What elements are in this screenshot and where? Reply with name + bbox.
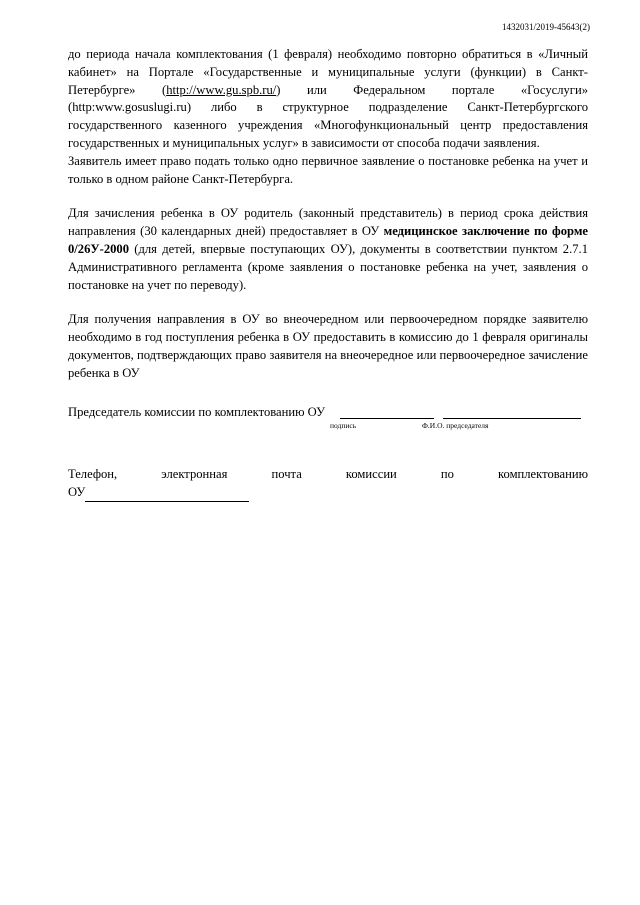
name-line: [443, 418, 581, 419]
contact-word: Телефон,: [68, 467, 118, 481]
paragraph-reapply-text-1: до периода начала комплектования (1 февраля) необходимо повторно обратиться в «Личный кабинет» на Портале «Государственные и муниципальные услуги (функции) в Санкт-Петербурге» (: [68, 47, 588, 97]
document-number: 1432031/2019-45643(2): [502, 22, 590, 32]
paragraph-priority: Для получения направления в ОУ во внеочередном или первоочередном порядке заявителю необходимо в год поступления ребенка в ОУ предоставить в комиссию до 1 февраля оригиналы документов, подтверждающих право заявителя на внеочередное или первоочередное зачисление ребенка в ОУ: [68, 312, 588, 380]
contact-ou-row: [68, 484, 588, 502]
contact-word: по: [440, 467, 454, 481]
contact-word: комиссии: [345, 467, 397, 481]
gu-spb-link[interactable]: http://www.gu.spb.ru/: [166, 82, 277, 97]
ou-label: ОУ: [68, 484, 86, 499]
name-caption: Ф.И.О. председателя: [422, 421, 489, 430]
paragraph-enrollment: [68, 205, 588, 294]
contact-label-row: [68, 466, 588, 484]
paragraph-single-application: Заявитель имеет право подать только одно первичное заявление о постановке ребенка на учет и только в одном районе Санкт-Петербурга.: [68, 153, 588, 186]
contact-word: почта: [271, 467, 302, 481]
signature-caption: подпись: [330, 421, 357, 430]
contact-block: [68, 466, 588, 502]
chairman-label: Председатель комиссии по комплектованию ОУ: [68, 405, 325, 419]
paragraph-reapply-text-2: ) или Федеральном портале «Госуслуги» (http:www.gosuslugi.ru) либо в структурное подразделение Санкт-Петербургского государственного казенного учреждения «Многофункциональный центр предоставления государственных и муниципальных услуг» в зависимости от способа подачи заявления.: [68, 82, 588, 150]
contact-word: электронная: [161, 467, 228, 481]
paragraph-enrollment-text-2: (для детей, впервые поступающих ОУ), документы в соответствии пунктом 2.7.1 Административного регламента (кроме заявления о постановке ребенка на учет, заявления о постановке на учет по переводу).: [68, 241, 588, 292]
paragraph-enrollment-text-1: Для зачисления ребенка в ОУ родитель (законный представитель) в период срока действия направления (30 календарных дней) предоставляет в ОУ: [68, 206, 588, 239]
document-body: [68, 46, 588, 383]
contact-fill-line: [85, 487, 249, 502]
medical-certificate-bold: медицинское заключение по форме 0/26У-2000: [68, 224, 588, 256]
signature-line: [340, 418, 434, 419]
signature-block: [68, 404, 588, 434]
paragraph-reapply: [68, 46, 588, 153]
contact-word: комплектованию: [498, 467, 588, 481]
